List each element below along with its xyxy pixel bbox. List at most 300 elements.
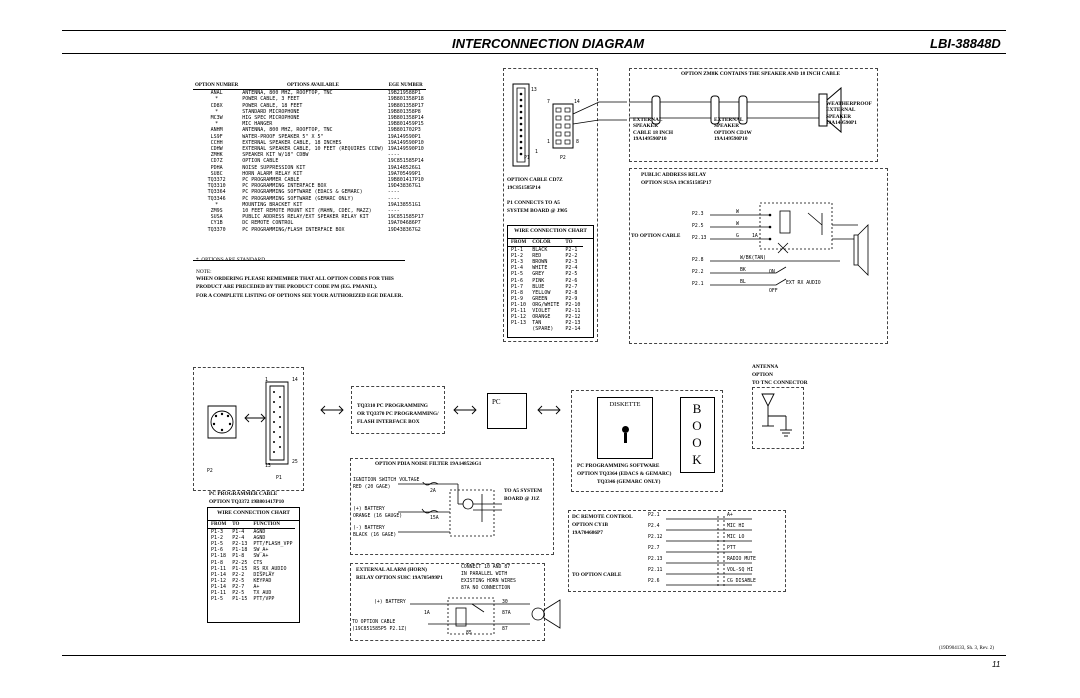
option-description: SPEAKER KIT W/18" CDBW — [242, 152, 309, 159]
neg-line-2: BLACK (16 GAGE) — [353, 533, 397, 538]
book-letter-4: K — [692, 452, 703, 467]
wire-to: P2-10 — [565, 301, 581, 308]
option-description: PC PROGRAMMING SOFTWARE (EDACS & GEMARC) — [242, 189, 363, 196]
horn-note-2: IN PARALLEL WITH — [461, 572, 508, 577]
antenna-icon — [756, 390, 800, 444]
p2-pin-14: 14 — [574, 100, 580, 105]
fuse-15a: 15A — [430, 516, 439, 521]
dc-pin-5: P2.13 — [648, 557, 663, 562]
pc-p1-pin-13: 13 — [265, 464, 271, 469]
wire-from: P1-14 — [211, 571, 227, 578]
pa-wire-6: BL — [740, 280, 746, 285]
note-line-2: PRODUCT ARE PRECEDED BY THE PRODUCT CODE PM (EG. PMANIL). — [196, 284, 378, 290]
p2-pin-8: 8 — [576, 140, 579, 145]
horn-title-2: RELAY OPTION SU8C 19A705499P1 — [356, 575, 443, 581]
options-footnote: * OPTIONS ARE STANDARD — [196, 257, 266, 263]
pc-p1-pin-14: 14 — [292, 378, 298, 383]
wire-color: VIOLET — [532, 308, 551, 315]
wire-function: TX AUD — [253, 590, 272, 597]
option-ege-number: ---- — [387, 195, 400, 202]
option-number: TQ3370 — [207, 226, 226, 233]
horn-term-87: 87 — [502, 627, 508, 632]
option-ege-number: 19A149590P10 — [387, 139, 424, 146]
pc-cable-title: PC PROGRAMMER CABLE — [209, 491, 278, 497]
horn-title-1: EXTERNAL ALARM (HORN) — [356, 567, 427, 573]
option-ege-number: 19B801358P17 — [387, 102, 424, 109]
wire-chart-pc-title: WIRE CONNECTION CHART — [208, 508, 299, 521]
wire-color: WHITE — [532, 265, 548, 272]
page-number: 11 — [992, 660, 1001, 669]
option-number: ANAL — [210, 90, 223, 97]
wire-from: P1-7 — [511, 283, 524, 290]
pa-off: OFF — [769, 289, 778, 294]
dc-to-option-cable: TO OPTION CABLE — [572, 572, 622, 578]
wire-from: P1-12 — [511, 314, 527, 321]
diagram-title: INTERCONNECTION DIAGRAM — [452, 36, 645, 51]
wire-color: (SPARE) — [532, 326, 554, 333]
wire-from: P1-5 — [211, 596, 224, 603]
bat-line-1: (+) BATTERY — [353, 507, 385, 512]
bat-line-2: ORANGE (16 GAUGE) — [353, 514, 403, 519]
wire-to: P2-5 — [232, 577, 245, 584]
wire-from: P1-5 — [511, 271, 524, 278]
p1-label: P1 — [524, 156, 530, 161]
option-ege-number: ---- — [387, 189, 400, 196]
wire-to: P1-15 — [232, 565, 248, 572]
option-number: SUSA — [210, 214, 223, 221]
wire-function: A+ — [253, 583, 260, 590]
option-number: ANHM — [210, 127, 223, 134]
horn-note-4: 87A NO CONNECTION — [461, 586, 511, 591]
option-ege-number: 19B219588P1 — [387, 90, 421, 97]
wire-from — [508, 326, 529, 332]
dc-pin-2: P2.4 — [648, 524, 660, 529]
wire-chart-top — [507, 225, 594, 338]
horn-term-85: 85 — [466, 631, 472, 636]
pa-pin-3: P2.13 — [692, 236, 707, 241]
option-description: MIC HANGER — [242, 121, 273, 128]
arrow-box-interface — [320, 404, 344, 416]
dc-title-2: OPTION CY1B — [572, 522, 609, 528]
option-description: PC PROGRAMMING/FLASH INTERFACE BOX — [242, 226, 345, 233]
option-number: * — [215, 121, 219, 128]
document-number: LBI-38848D — [930, 36, 1001, 51]
wire-color: ORANGE — [532, 314, 551, 321]
option-number: * — [215, 108, 219, 115]
pa-wire-3: G — [736, 234, 739, 239]
option-number: TQ3364 — [207, 189, 226, 196]
wire-row — [508, 290, 583, 296]
wire-to: P2-6 — [565, 277, 578, 284]
options-row — [193, 227, 426, 233]
wire-to: P2-8 — [565, 289, 578, 296]
ign-line-2: RED (20 GAGE) — [353, 485, 391, 490]
option-description: PC PROGRAMMER CABLE — [242, 177, 300, 184]
wire-to: P2-5 — [565, 271, 578, 278]
option-ege-number: 19B801358P14 — [387, 115, 424, 122]
option-number: CY1B — [210, 220, 223, 227]
ign-line-1: IGNITION SWITCH VOLTAGE — [353, 478, 420, 483]
dc-fn-3: MIC LO — [727, 535, 745, 540]
noise-filter-title: OPTION PDIA NOISE FILTER 19A148526G1 — [375, 461, 482, 467]
connects-line-2: SYSTEM BOARD @ J905 — [507, 208, 568, 214]
wire-to: P2-13 — [232, 541, 248, 548]
horn-fuse: 1A — [424, 611, 430, 616]
pa-pin-1: P2.3 — [692, 212, 704, 217]
wire-color: PINK — [532, 277, 545, 284]
option-description: EXTERNAL SPEAKER CABLE, 18 INCHES — [242, 139, 342, 146]
wire-from: P1-2 — [211, 535, 224, 542]
option-description: DC REMOTE CONTROL — [242, 220, 294, 227]
wire-from: P1-4 — [511, 265, 524, 272]
note-label: NOTE: — [196, 269, 212, 275]
wire-from: P1-10 — [511, 301, 527, 308]
pa-pin-6: P2.1 — [692, 282, 704, 287]
wire-to: P2-13 — [565, 320, 581, 327]
option-ege-number: 19A138551G1 — [387, 201, 421, 208]
arrow-pc-software — [537, 404, 561, 416]
pa-ext-rx: EXT RX AUDIO — [786, 281, 821, 286]
interface-box-line-1: TQ3310 PC PROGRAMMING — [357, 403, 428, 409]
option-number: LS9F — [210, 133, 223, 140]
option-description: NOISE SUPPRESSION KIT — [242, 164, 306, 171]
wct-header-from: FROM — [511, 240, 527, 245]
nf-to-line-2: BOARD @ J1Z — [504, 496, 540, 502]
wire-function: KEYPAD — [253, 577, 272, 584]
option-number: SU8C — [210, 170, 223, 177]
option-number: * — [215, 201, 219, 208]
wire-function: AGND — [253, 529, 266, 536]
option-ege-number: 19C851585P14 — [387, 158, 424, 165]
wire-to: P2-12 — [565, 314, 581, 321]
wire-to: P2-4 — [232, 535, 245, 542]
option-description: EXTERNAL SPEAKER CABLE, 10 FEET (REQUIRES CCDW) — [242, 146, 384, 153]
wct-header-to: TO — [565, 240, 573, 245]
pa-wire-4: W/BK(TAN) — [740, 256, 766, 261]
wire-to: P2-2 — [232, 571, 245, 578]
wire-to: P1-18 — [232, 547, 248, 554]
wire-function: AGND — [253, 535, 266, 542]
option-ege-number: ---- — [387, 152, 400, 159]
option-ege-number: 19A149590P1 — [387, 133, 421, 140]
dc-fn-4: PTT — [727, 546, 736, 551]
wcp-header-to: TO — [232, 522, 240, 527]
option-ege-number: 19D438367G1 — [387, 183, 421, 190]
pa-fuse: 1A — [752, 234, 758, 239]
horn-alarm-drawing — [410, 594, 575, 640]
dc-pin-3: P2.12 — [648, 535, 663, 540]
wire-color: BLUE — [532, 283, 545, 290]
pa-to-option-cable: TO OPTION CABLE — [631, 233, 681, 239]
wire-to: P2-25 — [232, 559, 248, 566]
option-number: PDHA — [210, 164, 223, 171]
horn-note-1: CONNECT 10 AND 87 — [461, 565, 511, 570]
dc-pin-6: P2.11 — [648, 568, 663, 573]
wire-to: P2-7 — [232, 583, 245, 590]
wire-to: P2-1 — [565, 247, 578, 254]
arrow-interface-pc — [453, 404, 477, 416]
wire-color: BROWN — [532, 259, 548, 266]
wire-color: TAN — [532, 320, 542, 327]
arrow-cable-box — [244, 412, 266, 424]
antenna-line-2: OPTION — [752, 372, 773, 378]
option-ege-number: 19A705499P1 — [387, 170, 421, 177]
option-number: TQ3346 — [207, 195, 226, 202]
options-table — [193, 83, 424, 261]
horn-term-30: 30 — [502, 600, 508, 605]
speaker-mid-block: EXTERNAL SPEAKER OPTION CD1W 19A149590P10 — [714, 117, 752, 143]
wire-from: P1-8 — [211, 559, 224, 566]
options-header-number: OPTION NUMBER — [195, 83, 239, 88]
pc-box-label: PC — [492, 398, 501, 406]
horn-term-87a: 87A — [502, 611, 511, 616]
wire-to: P2-3 — [565, 259, 578, 266]
wire-function: DISPLAY — [253, 571, 275, 578]
pa-wire-5: BK — [740, 268, 746, 273]
wcp-header-function: FUNCTION — [253, 522, 281, 527]
wire-color: YELLOW — [532, 289, 551, 296]
header-rule — [62, 30, 1006, 31]
pa-relay-title-1: PUBLIC ADDRESS RELAY — [641, 172, 707, 178]
option-number: ZM9S — [210, 208, 223, 215]
option-ege-number: 19A704686P7 — [387, 220, 421, 227]
option-description: PC PROGRAMMING SOFTWARE (GEMARC ONLY) — [242, 195, 354, 202]
header-underline — [62, 53, 1006, 54]
option-description: MOUNTING BRACKET KIT — [242, 201, 303, 208]
pc-cable-drawing — [196, 378, 306, 478]
options-row — [193, 90, 426, 97]
option-number: CCHH — [210, 139, 223, 146]
wire-function: CTS — [253, 559, 263, 566]
pc-p1-label: P1 — [276, 476, 282, 481]
diskette-slot-icon — [624, 433, 627, 443]
option-cable-label: OPTION CABLE CD7Z — [507, 177, 563, 183]
option-number: CD8X — [210, 102, 223, 109]
wire-to: P2-5 — [232, 590, 245, 597]
wire-chart-pc-grid — [208, 522, 295, 602]
options-header-available: OPTIONS AVAILABLE — [286, 83, 339, 88]
option-description: PC PROGRAMMING INTERFACE BOX — [242, 183, 327, 190]
wire-from: P1-1 — [511, 247, 524, 254]
wire-from: P1-6 — [511, 277, 524, 284]
wire-row — [508, 247, 583, 254]
pa-wire-2: W — [736, 222, 739, 227]
dc-fn-7: CG DISABLE — [727, 579, 756, 584]
wire-from: P1-5 — [211, 541, 224, 548]
dc-pin-1: P2.1 — [648, 513, 660, 518]
noise-filter-drawing — [398, 482, 508, 542]
wire-color: BLACK — [532, 247, 548, 254]
option-ege-number: 19D438367G2 — [387, 226, 421, 233]
option-ege-number: 19B801358P18 — [387, 96, 424, 103]
option-number: TQ3310 — [207, 183, 226, 190]
diskette-hub-icon — [622, 426, 629, 433]
options-header-ege: EGE NUMBER — [388, 83, 423, 88]
option-ege-number: 19A148526G1 — [387, 164, 421, 171]
option-number: MC3W — [210, 115, 223, 122]
option-description: POWER CABLE, 18 FEET — [242, 102, 303, 109]
software-line-3: TQ3346 (GEMARC ONLY) — [597, 479, 661, 485]
wire-color: GREEN — [532, 295, 548, 302]
option-description: PUBLIC ADDRESS RELAY/EXT SPEAKER RELAY KIT — [242, 214, 369, 221]
option-ege-number: 19B801459P15 — [387, 121, 424, 128]
wire-to: P1-8 — [232, 553, 245, 560]
dc-fn-2: MIC HI — [727, 524, 745, 529]
option-cable-number: 19C851585P14 — [507, 185, 541, 191]
wire-from: P1-18 — [211, 553, 227, 560]
wire-from: P1-13 — [511, 320, 527, 327]
wire-from: P1-12 — [211, 577, 227, 584]
wire-row — [208, 596, 295, 602]
wire-to: P1-4 — [232, 529, 245, 536]
note-line-1: WHEN ORDERING PLEASE REMEMBER THAT ALL OPTION CODES FOR THIS — [196, 276, 394, 282]
diskette — [597, 397, 653, 459]
wire-color: RED — [532, 253, 542, 260]
option-description: WATER-PROOF SPEAKER 5" X 5" — [242, 133, 324, 140]
dc-fn-6: VOL-SQ HI — [727, 568, 753, 573]
dc-pin-7: P2.6 — [648, 579, 660, 584]
wire-row — [508, 326, 583, 332]
wire-to: P2-9 — [565, 295, 578, 302]
wire-chart-top-title: WIRE CONNECTION CHART — [508, 226, 593, 239]
nf-to-line-1: TO A5 SYSTEM — [504, 488, 543, 494]
option-description: 10 FEET REMOTE MOUNT KIT (MAHN, CDEC, MAZZ) — [242, 208, 372, 215]
wire-to: P2-4 — [565, 265, 578, 272]
dc-title-3: 19A704686P7 — [572, 530, 603, 536]
p1-pin-13: 13 — [531, 88, 537, 93]
wire-to: P2-2 — [565, 253, 578, 260]
option-description: HIG SPEC MICROPHONE — [242, 115, 300, 122]
software-line-1: PC PROGRAMMING SOFTWARE — [577, 463, 660, 469]
wire-chart-pc — [207, 507, 300, 623]
horn-to-line-1: TO OPTION CABLE — [352, 620, 396, 625]
interface-box-line-3: FLASH INTERFACE BOX — [357, 419, 420, 425]
option-description: POWER CABLE, 3 FEET — [242, 96, 300, 103]
wire-from: P1-11 — [211, 590, 227, 597]
wire-function: PTT/FLASH_VPP — [253, 541, 293, 548]
horn-battery: (+) BATTERY — [374, 600, 406, 605]
wire-from: P1-8 — [511, 289, 524, 296]
option-ege-number: 19A149590P10 — [387, 146, 424, 153]
note-line-3: FOR A COMPLETE LISTING OF OPTIONS SEE YOUR AUTHORIZED EGE DEALER. — [196, 293, 403, 299]
dc-fn-5: RADIO MUTE — [727, 557, 756, 562]
options-table-grid — [193, 83, 426, 233]
wire-color: GREY — [532, 271, 545, 278]
book-letter-3: O — [692, 435, 703, 450]
wct-header-color: COLOR — [532, 240, 551, 245]
p2-label: P2 — [560, 156, 566, 161]
pa-relay-drawing — [690, 195, 886, 305]
pc-p1-pin-1: 1 — [265, 378, 268, 383]
option-number: CDHW — [210, 146, 223, 153]
wcp-header-from: FROM — [211, 522, 227, 527]
neg-line-1: (-) BATTERY — [353, 526, 385, 531]
wire-color: ORG/WHITE — [532, 301, 560, 308]
option-ege-number: 19B801702P3 — [387, 127, 421, 134]
wire-chart-top-grid — [508, 240, 583, 332]
wire-function: PTT/VPP — [253, 596, 275, 603]
wire-function: SW_A+ — [253, 547, 269, 554]
wire-row — [208, 529, 295, 536]
wire-to: P1-15 — [232, 596, 248, 603]
pa-pin-4: P2.8 — [692, 258, 704, 263]
pc-p2-label: P2 — [207, 469, 213, 474]
connects-line-1: P1 CONNECTS TO A5 — [507, 200, 560, 206]
pc-p1-pin-25: 25 — [292, 460, 298, 465]
manual-book — [680, 397, 715, 473]
option-number: CD7Z — [210, 158, 223, 165]
option-ege-number: ---- — [387, 208, 400, 215]
pa-wire-1: W — [736, 210, 739, 215]
software-line-2: OPTION TQ3364 (EDACS & GEMARC) — [577, 471, 672, 477]
wire-from: P1-9 — [511, 295, 524, 302]
option-ege-number: 19B801417P10 — [387, 177, 424, 184]
wire-function: RS_RX_AUDIO — [253, 565, 287, 572]
p1-pin-1: 1 — [535, 150, 538, 155]
fuse-2a: 2A — [430, 489, 436, 494]
interface-box-panel — [351, 386, 445, 434]
pc-box — [487, 393, 527, 429]
antenna-line-1: ANTENNA — [752, 364, 779, 370]
wire-from: P1-6 — [211, 547, 224, 554]
wire-to: P2-14 — [565, 326, 581, 333]
wire-from: P1-14 — [211, 583, 227, 590]
wire-from: P1-11 — [511, 308, 527, 315]
diskette-label: DISKETTE — [609, 401, 641, 408]
footer-ref: (19D904133, Sh. 3, Rev. 2) — [939, 646, 994, 651]
wire-from: P1-11 — [211, 565, 227, 572]
wire-to: P2-7 — [565, 283, 578, 290]
wire-from: P1-3 — [511, 259, 524, 266]
option-number: * — [215, 96, 219, 103]
wire-to: P2-11 — [565, 308, 581, 315]
horn-to-line-2: (19C851585P5 P2.1Z) — [352, 627, 407, 632]
pa-pin-2: P2.5 — [692, 224, 704, 229]
option-number: TQ3372 — [207, 177, 226, 184]
option-description: STANDARD MICROPHONE — [242, 108, 300, 115]
wire-from: P1-2 — [511, 253, 524, 260]
pa-on: ON — [769, 270, 775, 275]
option-description: ANTENNA, 800 MHZ, ROOFTOP, TNC — [242, 90, 333, 97]
interface-box-line-2: OR TQ3370 PC PROGRAMMING/ — [357, 411, 439, 417]
speaker-option-title: OPTION ZM8K CONTAINS THE SPEAKER AND 18 INCH CABLE — [681, 71, 841, 77]
option-description: OPTION CABLE — [242, 158, 279, 165]
footer-rule — [62, 655, 1006, 656]
wire-from: P1-3 — [211, 529, 224, 536]
dc-fn-1: A+ — [727, 513, 733, 518]
antenna-line-3: TO TNC CONNECTOR — [752, 380, 808, 386]
p2-pin-1: 1 — [547, 140, 550, 145]
option-ege-number: 19C851585P17 — [387, 214, 424, 221]
wire-function: SW A+ — [253, 553, 269, 560]
option-description: HORN ALARM RELAY KIT — [242, 170, 303, 177]
pa-relay-title-2: OPTION SUSA 19C851585P17 — [641, 180, 712, 186]
option-number: ZMHK — [210, 152, 223, 159]
speaker-right-block: WEATHERPROOF EXTERNAL SPEAKER 19A149590P1 — [826, 101, 872, 127]
book-letter-1: B — [692, 401, 703, 416]
book-letter-2: O — [692, 418, 703, 433]
pa-pin-5: P2.2 — [692, 270, 704, 275]
dc-pin-4: P2.7 — [648, 546, 660, 551]
dc-title-1: DC REMOTE CONTROL — [572, 514, 633, 520]
p2-pin-7: 7 — [547, 100, 550, 105]
pc-cable-number: OPTION TQ3372 19B801417P10 — [209, 499, 284, 505]
horn-note-3: EXISTING HORN WIRES — [461, 579, 516, 584]
option-ege-number: 19B801358P8 — [387, 108, 421, 115]
speaker-left-block: EXTERNAL SPEAKER CABLE 18 INCH 19A149590P10 — [633, 117, 674, 143]
dc-remote-drawing — [660, 512, 785, 588]
option-description: ANTENNA, 800 MHZ, ROOFTOP, TNC — [242, 127, 333, 134]
